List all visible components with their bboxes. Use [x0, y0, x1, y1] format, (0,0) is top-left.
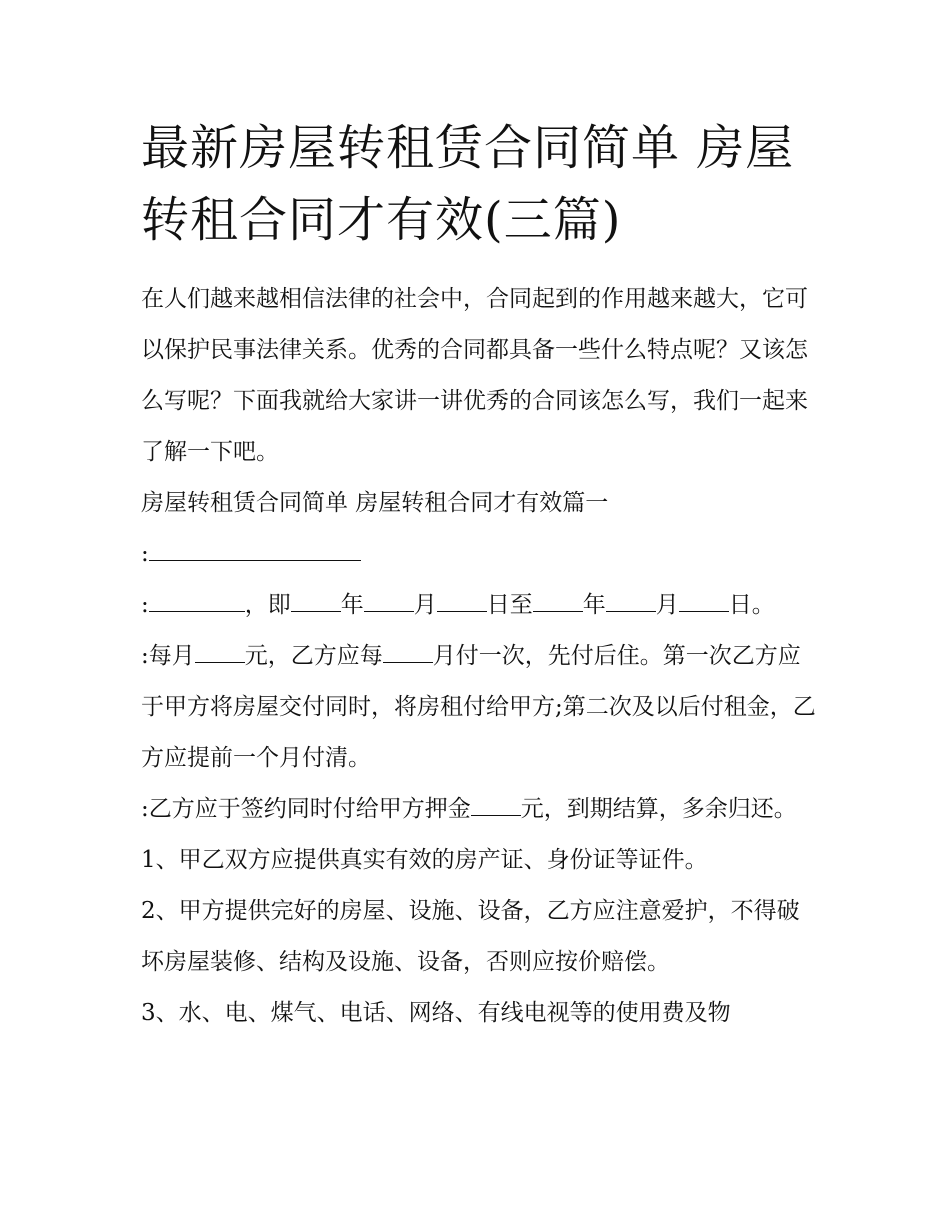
blank-underline [383, 642, 433, 663]
title-line-1: 最新房屋转租赁合同简单 房屋 [141, 120, 795, 176]
document-page [141, 112, 821, 1039]
blank-line-1 [141, 529, 821, 580]
blank-underline [533, 591, 583, 612]
intro-paragraph: 在人们越来越相信法律的社会中，合同起到的作用越来越大，它可以保护民事法律关系。优秀的合同都具备一些什么特点呢？又该怎么写呢？下面我就给大家讲一讲优秀的合同该怎么写，我们一起来了解一下吧。 [141, 286, 808, 465]
term-text-3: 月 [413, 592, 437, 618]
deposit-paragraph [141, 784, 821, 886]
blank-underline [437, 591, 487, 612]
section-heading: 房屋转租赁合同简单 房屋转租合同才有效篇一 [141, 490, 609, 516]
blank-underline [195, 642, 245, 663]
item-3-paragraph: 3、水、电、煤气、电话、网络、有线电视等的使用费及物 [141, 1000, 731, 1026]
deposit-text-1: :乙方应于签约同时付给甲方押金 [141, 796, 471, 822]
term-text-6: 月 [655, 592, 679, 618]
blank-underline [149, 540, 361, 561]
blank-underline [364, 591, 414, 612]
rent-text-2: 元，乙方应每 [244, 643, 383, 669]
term-text-4: 日至 [486, 592, 533, 618]
deposit-text-2: 元，到期结算，多余归还。 1、甲乙双方应提供真实有效的房产证、身份证等证件。 [141, 796, 797, 873]
blank-underline [679, 591, 729, 612]
rent-text-3: 月付一次，先付后住。第一次乙方应于甲方将房屋交付同时，将房租付给甲方;第二次及以后付租金，乙方应提前一个月付清。 [141, 643, 816, 771]
blank-underline [291, 591, 341, 612]
blank-underline [149, 591, 245, 612]
item-2-paragraph: 2、甲方提供完好的房屋、设施、设备，乙方应注意爱护，不得破坏房屋装修、结构及设施、设备，否则应按价赔偿。 [141, 898, 800, 975]
line2-prefix: : [141, 592, 149, 618]
rent-paragraph [141, 631, 821, 784]
blank-underline [471, 795, 521, 816]
document-body [141, 274, 821, 1039]
title-line-2: 转租合同才有效(三篇) [141, 192, 622, 248]
term-text-2: 年 [340, 592, 364, 618]
rent-text-1: :每月 [141, 643, 195, 669]
term-text-5: 年 [582, 592, 606, 618]
line1-prefix: : [141, 541, 149, 567]
blank-underline [606, 591, 656, 612]
term-line [141, 580, 821, 631]
document-title [141, 112, 821, 256]
term-text-1: ，即 [244, 592, 291, 618]
term-text-7: 日。 [728, 592, 775, 618]
